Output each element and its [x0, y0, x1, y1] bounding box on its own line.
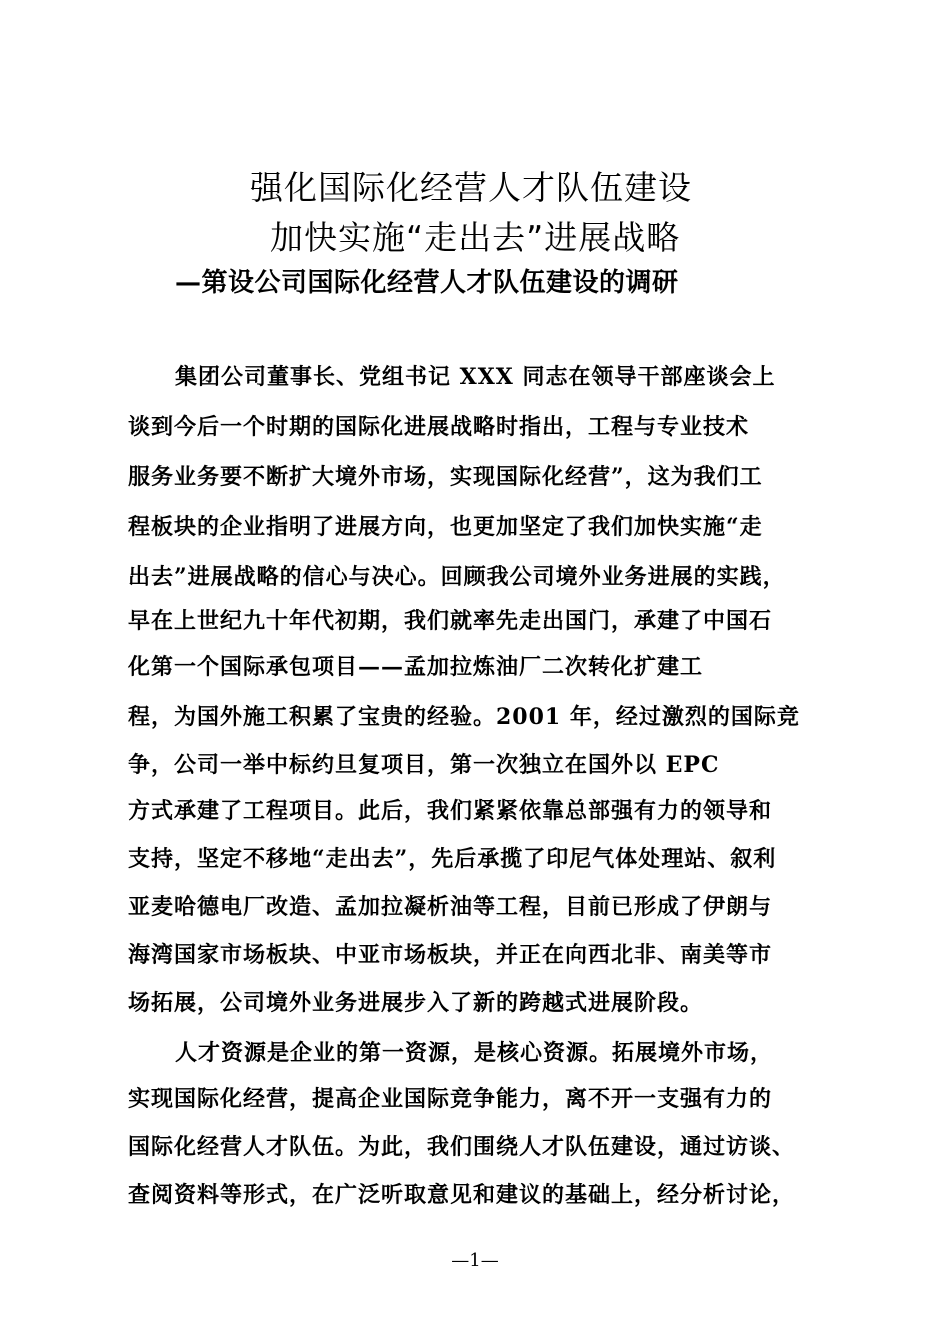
- paragraph-1-line: 支持，坚定不移地“走出去”，先后承揽了印尼气体处理站、叙利: [128, 846, 777, 872]
- paragraph-1-line: 服务业务要不断扩大境外市场，实现国际化经营”，这为我们工: [128, 464, 763, 490]
- paragraph-1-line: 早在上世纪九十年代初期，我们就率先走出国门，承建了中国石: [128, 608, 773, 634]
- paragraph-1-line: 程板块的企业指明了进展方向，也更加坚定了我们加快实施“走: [128, 514, 763, 540]
- page-number: —1—: [451, 1250, 499, 1271]
- paragraph-1-line: 集团公司董事长、党组书记 XXX 同志在领导干部座谈会上: [175, 364, 776, 390]
- document-title-line-2: 加快实施“走出去”进展战略: [270, 218, 681, 257]
- paragraph-1-line: 谈到今后一个时期的国际化进展战略时指出，工程与专业技术: [128, 414, 750, 440]
- paragraph-1-line: 场拓展，公司境外业务进展步入了新的跨越式进展阶段。: [128, 990, 704, 1016]
- paragraph-1-line: 方式承建了工程项目。此后，我们紧紧依靠总部强有力的领导和: [128, 798, 773, 824]
- document-subtitle: —第设公司国际化经营人才队伍建设的调研: [175, 268, 679, 298]
- paragraph-1-line: 程，为国外施工积累了宝贵的经验。2001 年，经过激烈的国际竞: [128, 704, 800, 730]
- paragraph-2-line: 人才资源是企业的第一资源，是核心资源。拓展境外市场，: [175, 1040, 774, 1066]
- paragraph-1-line: 化第一个国际承包项目——孟加拉炼油厂二次转化扩建工: [128, 654, 704, 680]
- paragraph-1-line: 出去”进展战略的信心与决心。回顾我公司境外业务进展的实践，: [128, 564, 786, 590]
- paragraph-1-line: 争，公司一举中标约旦复项目，第一次独立在国外以 EPC: [128, 752, 720, 778]
- paragraph-1-line: 亚麦哈德电厂改造、孟加拉凝析油等工程，目前已形成了伊朗与: [128, 894, 773, 920]
- paragraph-1-line: 海湾国家市场板块、中亚市场板块，并正在向西北非、南美等市: [128, 942, 773, 968]
- paragraph-2-line: 查阅资料等形式，在广泛听取意见和建议的基础上，经分析讨论，: [128, 1182, 796, 1208]
- paragraph-2-line: 实现国际化经营，提高企业国际竞争能力，离不开一支强有力的: [128, 1086, 773, 1112]
- paragraph-2-line: 国际化经营人才队伍。为此，我们围绕人才队伍建设，通过访谈、: [128, 1134, 796, 1160]
- document-title-line-1: 强化国际化经营人才队伍建设: [250, 168, 692, 207]
